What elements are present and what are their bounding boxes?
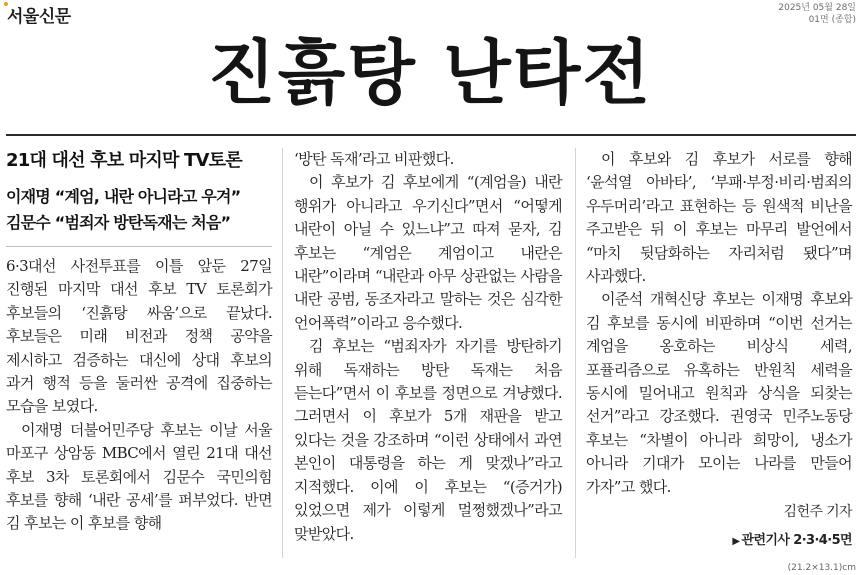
article-column-2: [294, 148, 562, 546]
issue-date: 2025년 05월 28일: [778, 3, 856, 13]
issue-meta: [778, 2, 856, 26]
headline-rule: [6, 134, 856, 136]
column-divider: [282, 148, 283, 558]
logo-text: 서울신문: [7, 6, 71, 27]
body-paragraph: ‘방탄 독재’라고 비판했다.: [294, 150, 454, 168]
logo-dot-icon: [4, 2, 8, 6]
subhead-line-2: 김문수 “범죄자 방탄독재는 처음”: [6, 213, 231, 232]
issue-page: 01면 (종합): [808, 15, 856, 25]
subhead-main: 21대 대선 후보 마지막 TV토론: [6, 150, 242, 171]
column-divider: [575, 148, 576, 558]
headline: 진흙탕 난타전: [207, 32, 653, 114]
subhead-line-1: 이재명 “계엄, 내란 아니라고 우겨”: [6, 187, 241, 206]
related-articles-label: 관련기사 2·3·4·5면: [741, 532, 852, 548]
article-column-1: [6, 148, 272, 536]
body-paragraph: 이 후보와 김 후보가 서로를 향해 ‘윤석열 아바타’, ‘부패·부정·비리·범죄의 우두머리’라고 표현하는 등 원색적 비난을 주고받은 뒤 이 후보는 마무리 발언에서 “마치 뒷담화하는 자리처럼 됐다”며 사과했다.: [586, 150, 852, 286]
print-dimensions: (21.2×13.1)cm: [787, 563, 856, 573]
body-paragraph: 이재명 더불어민주당 후보는 이날 서울 마포구 상암동 MBC에서 열린 21대 대선 후보 3차 토론회에서 김문수 국민의힘 후보를 향해 ‘내란 공세’를 퍼부었다. 반면 김 후보는 이 후보를 향해: [6, 420, 272, 533]
masthead: [0, 0, 860, 28]
body-paragraph: 이 후보가 김 후보에게 “(계엄을) 내란 행위가 아니라고 우기신다”면서 “어떻게 내란이 아닐 수 있느냐”고 따져 묻자, 김 후보는 “계엄은 계엄이고 내란은 내란”이라며 “내란과 아무 상관없는 사람을 내란 공범, 동조자라고 말하는 것은 심각한 언어폭력”이라고 응수했다.: [294, 173, 562, 332]
body-paragraph: 6·3대선 사전투표를 이틀 앞둔 27일 진행된 마지막 대선 후보 TV 토론회가 후보들의 ‘진흙탕 싸움’으로 끝났다. 후보들은 미래 비전과 정책 공약을 제시하고 검증하는 대신에 상대 후보의 과거 행적 등을 둘러싼 공격에 집중하는 모습을 보였다.: [6, 257, 272, 416]
byline: 김헌주 기자: [783, 504, 852, 521]
subhead-rule: [6, 246, 272, 247]
body-paragraph: 이준석 개혁신당 후보는 이재명 후보와 김 후보를 동시에 비판하며 “이번 선거는 계엄을 옹호하는 비상식 세력, 포퓰리즘으로 유혹하는 반원칙 세력을 동시에 밀어내고 원칙과 상식을 되찾는 선거”라고 강조했다. 권영국 민주노동당 후보는 “차별이 아니라 희망이, 냉소가 아니라 기대가 모이는 나라를 만들어 가자”고 했다.: [586, 290, 852, 496]
body-paragraph: 김 후보는 “범죄자가 자기를 방탄하기 위해 독재하는 방탄 독재는 처음 듣는다”면서 이 후보를 정면으로 겨냥했다. 그러면서 이 후보가 5개 재판을 받고 있다는 것을 강조하며 “이런 상태에서 과연 본인이 대통령을 하는 게 맞겠나”라고 지적했다. 이에 이 후보는 “(증거가) 있었으면 제가 이렇게 멀쩡했겠나”라고 맞받았다.: [294, 337, 562, 543]
play-arrow-icon: ▶: [732, 535, 740, 547]
related-articles-link[interactable]: [586, 529, 852, 553]
newspaper-logo: [4, 2, 71, 26]
article-column-3: [586, 148, 852, 553]
